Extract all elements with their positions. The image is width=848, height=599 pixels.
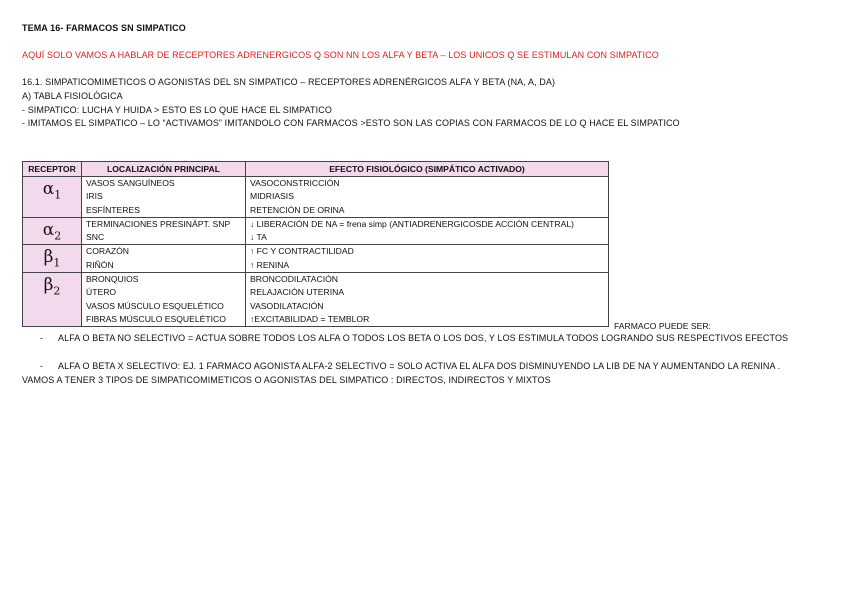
location-cell: [82, 177, 246, 218]
list-item-text: ALFA O BETA X SELECTIVO: EJ. 1 FARMACO AGONISTA ALFA-2 SELECTIVO = SOLO ACTIVA EL ALFA DOS DISMINUYENDO LA LIB DE NA Y AUMENTANDO LA RENINA .: [58, 361, 781, 371]
effect-line: ↑ RENINA: [250, 259, 290, 270]
side-note: FARMACO PUEDE SER:: [614, 321, 711, 331]
list-item: [40, 361, 780, 371]
location-line: ESFÍNTERES: [86, 204, 140, 215]
section-heading: 16.1. SIMPATICOMIMETICOS O AGONISTAS DEL SN SIMPATICO – RECEPTORES ADRENÉRGICOS ALFA Y BETA (NA, A, DA): [22, 77, 556, 87]
effect-line: VASODILATACIÓN: [250, 300, 324, 311]
location-cell: [82, 217, 246, 245]
location-line: SNC: [86, 232, 105, 243]
location-line: TERMINACIONES PRESINÁPT. SNP: [86, 218, 231, 229]
effect-cell: [246, 217, 609, 245]
location-cell: [82, 273, 246, 327]
effect-line: ↑ FC Y CONTRACTILIDAD: [250, 246, 354, 257]
location-line: VASOS SANGUÍNEOS: [86, 178, 175, 188]
table-row: [23, 245, 609, 273]
location-line: BRONQUIOS: [86, 274, 139, 285]
header-receptor: RECEPTOR: [23, 162, 82, 177]
receptor-table: [22, 161, 609, 327]
list-item: [40, 333, 788, 343]
effect-line: RETENCIÓN DE ORINA: [250, 204, 345, 215]
effect-line: VASOCONSTRICCIÓN: [250, 178, 340, 188]
effect-line: ↓ TA: [250, 232, 267, 243]
effect-cell: [246, 177, 609, 218]
receptor-subscript: 2: [54, 229, 62, 243]
table-row: [23, 217, 609, 245]
location-cell: [82, 245, 246, 273]
table-row: [23, 273, 609, 327]
list-item-text: ALFA O BETA NO SELECTIVO = ACTUA SOBRE TODOS LOS ALFA O TODOS LOS BETA O LOS DOS, Y LOS ESTIMULA TODOS LOGRANDO SUS RESPECTIVOS EFECTOS: [58, 333, 789, 343]
effect-line: BRONCODILATACIÓN: [250, 274, 339, 285]
receptor-subscript: 1: [53, 256, 61, 270]
header-location: LOCALIZACIÓN PRINCIPAL: [82, 162, 246, 177]
receptor-letter: α: [42, 219, 55, 240]
receptor-symbol: [23, 245, 82, 273]
summary-line: VAMOS A TENER 3 TIPOS DE SIMPATICOMIMETICOS O AGONISTAS DEL SIMPATICO : DIRECTOS, INDIRECTOS Y MIXTOS: [22, 375, 551, 385]
effect-cell: [246, 245, 609, 273]
location-line: ÚTERO: [86, 287, 117, 298]
effect-cell: [246, 273, 609, 327]
table-row: [23, 177, 609, 218]
bullet-marker: -: [40, 333, 44, 343]
bullet-marker: -: [40, 361, 44, 371]
receptor-letter: β: [43, 275, 54, 296]
receptor-subscript: 2: [53, 284, 61, 298]
receptor-symbol: [23, 273, 82, 327]
effect-line: RELAJACIÓN UTERINA: [250, 287, 345, 298]
header-effect: EFECTO FISIOLÓGICO (SIMPÁTICO ACTIVADO): [246, 162, 609, 177]
effect-line: ↓ LIBERACIÓN DE NA = frena simp (ANTIADRENERGICOSDE ACCIÓN CENTRAL): [250, 218, 575, 229]
intro-line: - IMITAMOS EL SIMPATICO – LO “ACTIVAMOS” IMITANDOLO CON FARMACOS >ESTO SON LAS COPIAS CON FARMACOS DE LO Q HACE EL SIMPATICO: [22, 118, 680, 128]
effect-line: MIDRIASIS: [250, 191, 294, 202]
table-header-row: [23, 162, 609, 177]
location-line: FIBRAS MÚSCULO ESQUELÉTICO: [86, 313, 226, 324]
receptor-symbol: [23, 217, 82, 245]
receptor-symbol: [23, 177, 82, 218]
location-line: RIÑÓN: [86, 259, 114, 270]
intro-line: - SIMPATICO: LUCHA Y HUIDA > ESTO ES LO QUE HACE EL SIMPATICO: [22, 105, 332, 115]
location-line: VASOS MÚSCULO ESQUELÉTICO: [86, 300, 224, 311]
receptor-letter: β: [43, 247, 54, 268]
receptor-subscript: 1: [54, 188, 62, 202]
receptor-letter: α: [42, 179, 55, 199]
subsection-heading: A) TABLA FISIOLÓGICA: [22, 91, 123, 101]
effect-line: ↑EXCITABILIDAD = TEMBLOR: [250, 313, 370, 324]
red-note: AQUÍ SOLO VAMOS A HABLAR DE RECEPTORES ADRENERGICOS Q SON NN LOS ALFA Y BETA – LOS UNICOS Q SE ESTIMULAN CON SIMPATICO: [22, 50, 659, 60]
location-line: CORAZÓN: [86, 246, 129, 257]
location-line: IRIS: [86, 191, 103, 202]
document-title: TEMA 16- FARMACOS SN SIMPATICO: [22, 23, 186, 33]
